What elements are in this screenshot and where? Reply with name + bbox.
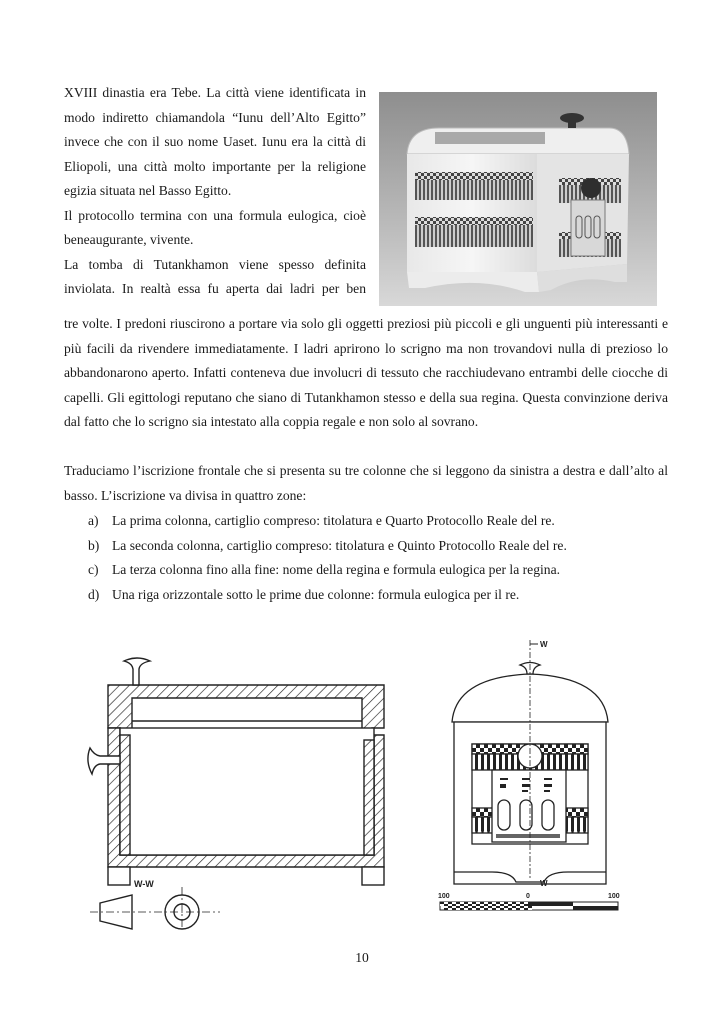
- list-text: La terza colonna fino alla fine: nome della regina e formula eulogica per la regina.: [112, 562, 561, 577]
- section-drawing: [80, 655, 400, 930]
- paragraph: La tomba di Tutankhamon viene spesso definita inviolata. In realtà essa fu aperta dai ladri per ben: [64, 256, 366, 296]
- paragraph: Il protocollo termina con una formula eulogica, cioè beneaugurante, vivente.: [64, 207, 366, 247]
- scale-label-left: 100: [438, 893, 450, 900]
- list-text: La prima colonna, cartiglio compreso: titolatura e Quarto Protocollo Reale del re.: [112, 513, 555, 528]
- list-text: La seconda colonna, cartiglio compreso: titolatura e Quinto Protocollo Reale del re.: [112, 537, 567, 553]
- section-marker-top: W: [540, 640, 548, 649]
- zones-list: [88, 509, 658, 607]
- list-item: [88, 558, 658, 583]
- front-drawing: [432, 632, 628, 912]
- list-text: Una riga orizzontale sotto le prime due colonne: formula eulogica per il re.: [112, 586, 520, 602]
- scale-label-right: 100: [608, 893, 620, 900]
- scale-label-center: 0: [526, 893, 530, 900]
- text-beside-photo: [64, 81, 366, 302]
- casket-photo: [379, 92, 657, 306]
- scale-bar: [440, 902, 618, 910]
- paragraph-continuation: tre volte. I predoni riuscirono a portare via solo gli oggetti preziosi più piccoli e gli unguenti più interessanti e più facili da rivendere immediatamente. I ladri aprirono lo scrigno ma non trovandovi nulla di prezioso lo abbandonarono aperto. Infatti conteneva due involucri di tessuto che racchiudevano entrambi delle ciocche di capelli. Gli egittologi reputano che siano di Tutankhamon stesso e della sua regina. Questa convinzione deriva dal fatto che lo scrigno sia intestato alla coppia regale e non solo al sovrano.: [64, 316, 668, 429]
- list-marker: d): [88, 586, 100, 602]
- list-marker: a): [88, 513, 99, 528]
- section-marker-bottom: W: [540, 879, 548, 888]
- list-item: [88, 509, 658, 534]
- paragraph-intro-list: Traduciamo l’iscrizione frontale che si presenta su tre colonne che si leggono da sinistra a destra e dall’alto al basso. L’iscrizione va divisa in quattro zone:: [64, 463, 668, 503]
- page-number: 10: [355, 950, 369, 965]
- list-marker: b): [88, 537, 100, 553]
- list-item: [88, 583, 658, 608]
- list-marker: c): [88, 562, 99, 577]
- paragraph: XVIII dinastia era Tebe. La città viene identificata in modo indiretto chiamandola “Iunu dell’Alto Egitto” invece che con il suo nome Uaset. Iunu era la città di Eliopoli, una città molto importante per la religione egizia situata nel Basso Egitto.: [64, 85, 366, 198]
- list-item: [88, 534, 658, 559]
- section-label: W-W: [134, 879, 154, 889]
